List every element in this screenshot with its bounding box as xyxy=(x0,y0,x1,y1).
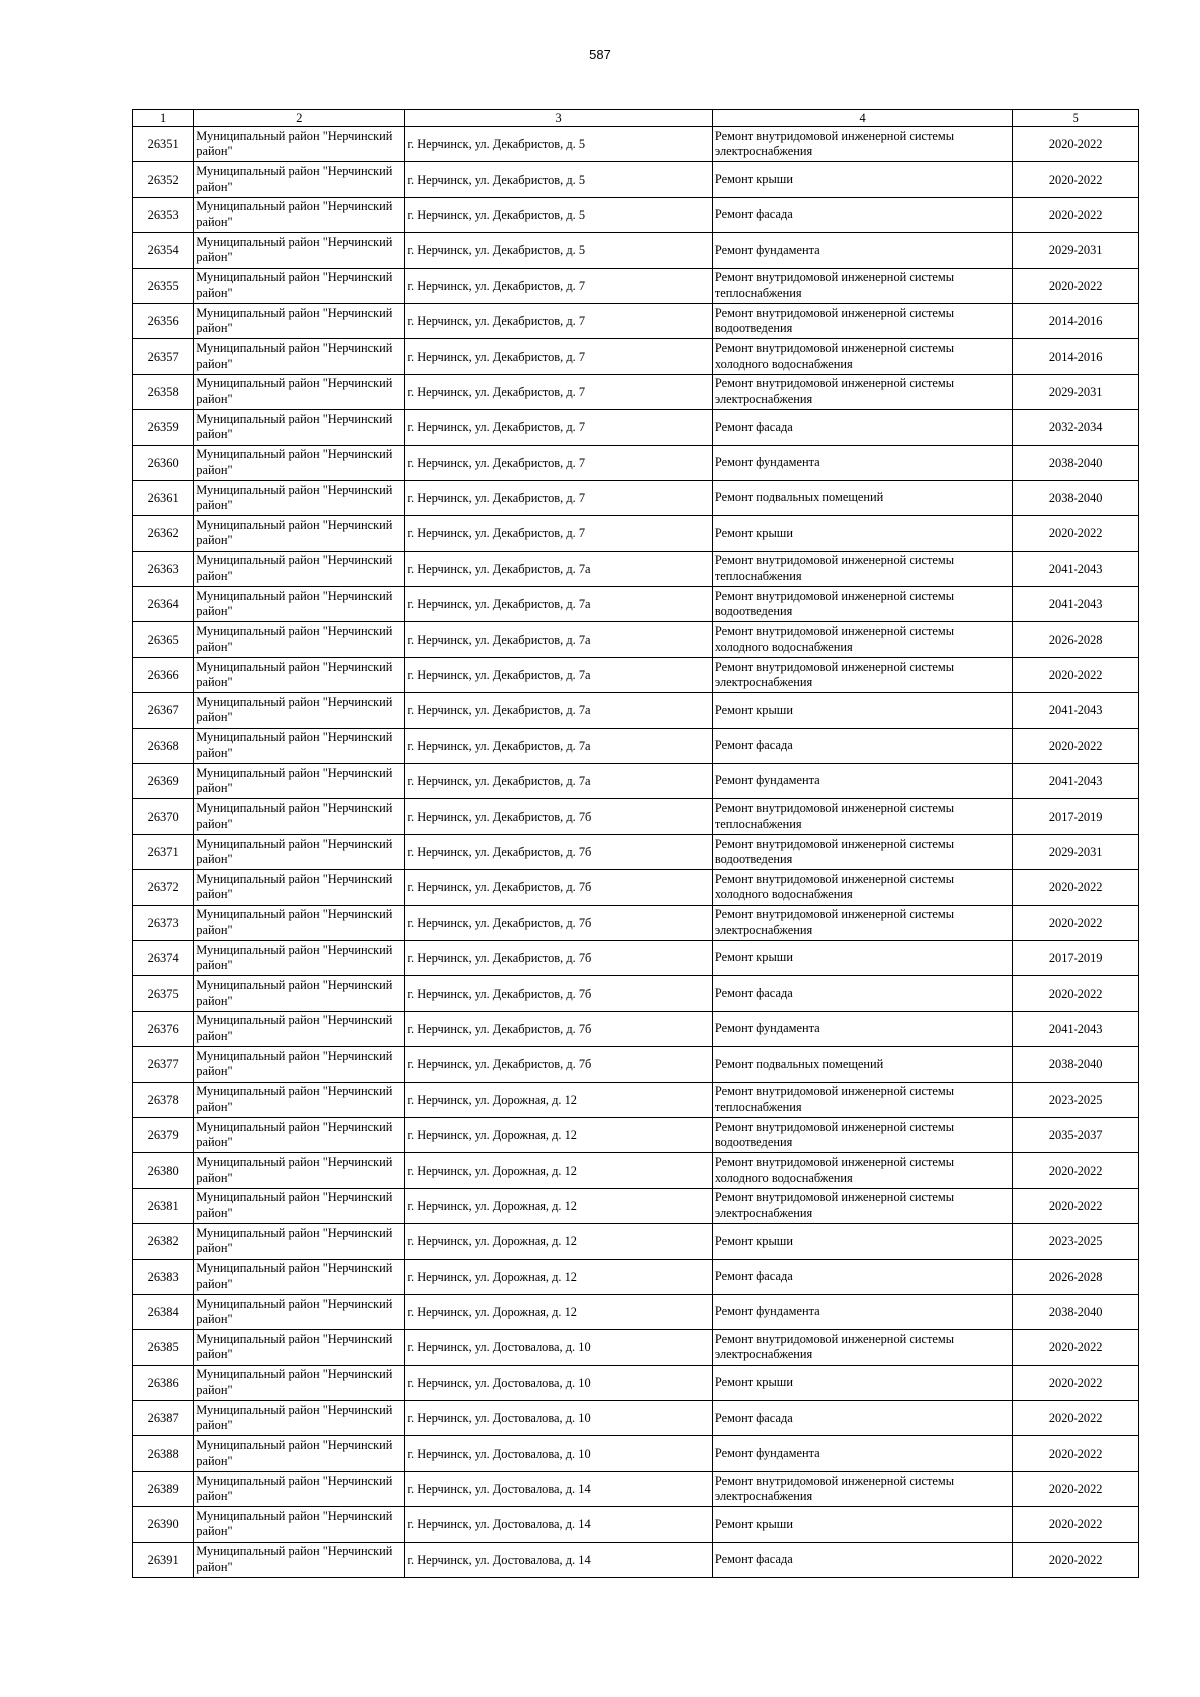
row-number-cell: 26352 xyxy=(133,162,194,197)
work-type-cell: Ремонт внутридомовой инженерной системы водоотведения xyxy=(712,303,1012,338)
address-cell: г. Нерчинск, ул. Достовалова, д. 10 xyxy=(405,1401,713,1436)
period-cell: 2020-2022 xyxy=(1013,127,1139,162)
work-type-cell: Ремонт внутридомовой инженерной системы холодного водоснабжения xyxy=(712,870,1012,905)
address-cell: г. Нерчинск, ул. Декабристов, д. 7а xyxy=(405,728,713,763)
table-row xyxy=(133,1471,1139,1506)
work-type-cell: Ремонт фундамента xyxy=(712,1011,1012,1046)
work-type-cell: Ремонт фасада xyxy=(712,1542,1012,1577)
work-type-cell: Ремонт внутридомовой инженерной системы холодного водоснабжения xyxy=(712,622,1012,657)
period-cell: 2023-2025 xyxy=(1013,1082,1139,1117)
address-cell: г. Нерчинск, ул. Декабристов, д. 7б xyxy=(405,940,713,975)
district-cell: Муниципальный район "Нерчинский район" xyxy=(194,870,405,905)
period-cell: 2041-2043 xyxy=(1013,1011,1139,1046)
district-cell: Муниципальный район "Нерчинский район" xyxy=(194,1294,405,1329)
work-type-cell: Ремонт фасада xyxy=(712,976,1012,1011)
district-cell: Муниципальный район "Нерчинский район" xyxy=(194,905,405,940)
period-cell: 2020-2022 xyxy=(1013,1436,1139,1471)
row-number-cell: 26358 xyxy=(133,374,194,409)
row-number-cell: 26388 xyxy=(133,1436,194,1471)
work-type-cell: Ремонт внутридомовой инженерной системы электроснабжения xyxy=(712,1471,1012,1506)
district-cell: Муниципальный район "Нерчинский район" xyxy=(194,693,405,728)
district-cell: Муниципальный район "Нерчинский район" xyxy=(194,1047,405,1082)
district-cell: Муниципальный район "Нерчинский район" xyxy=(194,410,405,445)
work-type-cell: Ремонт крыши xyxy=(712,516,1012,551)
address-cell: г. Нерчинск, ул. Декабристов, д. 7а xyxy=(405,657,713,692)
row-number-cell: 26373 xyxy=(133,905,194,940)
column-header: 1 xyxy=(133,110,194,127)
work-type-cell: Ремонт внутридомовой инженерной системы электроснабжения xyxy=(712,374,1012,409)
period-cell: 2041-2043 xyxy=(1013,551,1139,586)
address-cell: г. Нерчинск, ул. Декабристов, д. 5 xyxy=(405,233,713,268)
address-cell: г. Нерчинск, ул. Декабристов, д. 7б xyxy=(405,1047,713,1082)
period-cell: 2026-2028 xyxy=(1013,622,1139,657)
table-row xyxy=(133,480,1139,515)
work-type-cell: Ремонт фундамента xyxy=(712,1436,1012,1471)
address-cell: г. Нерчинск, ул. Достовалова, д. 10 xyxy=(405,1436,713,1471)
table-row xyxy=(133,1436,1139,1471)
row-number-cell: 26384 xyxy=(133,1294,194,1329)
row-number-cell: 26368 xyxy=(133,728,194,763)
work-type-cell: Ремонт внутридомовой инженерной системы электроснабжения xyxy=(712,1330,1012,1365)
district-cell: Муниципальный район "Нерчинский район" xyxy=(194,657,405,692)
address-cell: г. Нерчинск, ул. Декабристов, д. 5 xyxy=(405,197,713,232)
address-cell: г. Нерчинск, ул. Декабристов, д. 5 xyxy=(405,127,713,162)
period-cell: 2029-2031 xyxy=(1013,374,1139,409)
district-cell: Муниципальный район "Нерчинский район" xyxy=(194,374,405,409)
column-header: 3 xyxy=(405,110,713,127)
work-type-cell: Ремонт фундамента xyxy=(712,1294,1012,1329)
district-cell: Муниципальный район "Нерчинский район" xyxy=(194,551,405,586)
row-number-cell: 26387 xyxy=(133,1401,194,1436)
period-cell: 2020-2022 xyxy=(1013,905,1139,940)
work-type-cell: Ремонт внутридомовой инженерной системы теплоснабжения xyxy=(712,799,1012,834)
period-cell: 2023-2025 xyxy=(1013,1224,1139,1259)
address-cell: г. Нерчинск, ул. Декабристов, д. 7а xyxy=(405,764,713,799)
period-cell: 2020-2022 xyxy=(1013,657,1139,692)
table-row xyxy=(133,657,1139,692)
period-cell: 2014-2016 xyxy=(1013,339,1139,374)
address-cell: г. Нерчинск, ул. Декабристов, д. 7а xyxy=(405,693,713,728)
district-cell: Муниципальный район "Нерчинский район" xyxy=(194,728,405,763)
work-type-cell: Ремонт внутридомовой инженерной системы водоотведения xyxy=(712,587,1012,622)
address-cell: г. Нерчинск, ул. Декабристов, д. 7а xyxy=(405,551,713,586)
table-row xyxy=(133,410,1139,445)
table-row xyxy=(133,268,1139,303)
period-cell: 2020-2022 xyxy=(1013,1188,1139,1223)
work-type-cell: Ремонт подвальных помещений xyxy=(712,1047,1012,1082)
period-cell: 2020-2022 xyxy=(1013,197,1139,232)
district-cell: Муниципальный район "Нерчинский район" xyxy=(194,799,405,834)
work-type-cell: Ремонт внутридомовой инженерной системы водоотведения xyxy=(712,1117,1012,1152)
row-number-cell: 26367 xyxy=(133,693,194,728)
work-type-cell: Ремонт фасада xyxy=(712,1401,1012,1436)
table-row xyxy=(133,693,1139,728)
table-row xyxy=(133,374,1139,409)
period-cell: 2038-2040 xyxy=(1013,480,1139,515)
work-type-cell: Ремонт крыши xyxy=(712,1507,1012,1542)
table-row xyxy=(133,516,1139,551)
period-cell: 2020-2022 xyxy=(1013,1365,1139,1400)
table-row xyxy=(133,905,1139,940)
period-cell: 2020-2022 xyxy=(1013,1542,1139,1577)
district-cell: Муниципальный район "Нерчинский район" xyxy=(194,1330,405,1365)
work-type-cell: Ремонт внутридомовой инженерной системы водоотведения xyxy=(712,834,1012,869)
work-type-cell: Ремонт внутридомовой инженерной системы электроснабжения xyxy=(712,1188,1012,1223)
district-cell: Муниципальный район "Нерчинский район" xyxy=(194,976,405,1011)
table-row xyxy=(133,1153,1139,1188)
district-cell: Муниципальный район "Нерчинский район" xyxy=(194,940,405,975)
district-cell: Муниципальный район "Нерчинский район" xyxy=(194,1082,405,1117)
address-cell: г. Нерчинск, ул. Дорожная, д. 12 xyxy=(405,1259,713,1294)
row-number-cell: 26360 xyxy=(133,445,194,480)
address-cell: г. Нерчинск, ул. Достовалова, д. 10 xyxy=(405,1330,713,1365)
table-row xyxy=(133,940,1139,975)
work-type-cell: Ремонт фасада xyxy=(712,1259,1012,1294)
address-cell: г. Нерчинск, ул. Декабристов, д. 7 xyxy=(405,268,713,303)
period-cell: 2029-2031 xyxy=(1013,233,1139,268)
column-header: 5 xyxy=(1013,110,1139,127)
address-cell: г. Нерчинск, ул. Декабристов, д. 7б xyxy=(405,976,713,1011)
row-number-cell: 26353 xyxy=(133,197,194,232)
work-type-cell: Ремонт внутридомовой инженерной системы электроснабжения xyxy=(712,127,1012,162)
district-cell: Муниципальный район "Нерчинский район" xyxy=(194,1365,405,1400)
district-cell: Муниципальный район "Нерчинский район" xyxy=(194,1401,405,1436)
page-number: 587 xyxy=(589,47,611,62)
table-row xyxy=(133,870,1139,905)
district-cell: Муниципальный район "Нерчинский район" xyxy=(194,1117,405,1152)
table-row xyxy=(133,799,1139,834)
row-number-cell: 26381 xyxy=(133,1188,194,1223)
address-cell: г. Нерчинск, ул. Дорожная, д. 12 xyxy=(405,1294,713,1329)
period-cell: 2020-2022 xyxy=(1013,1507,1139,1542)
district-cell: Муниципальный район "Нерчинский район" xyxy=(194,764,405,799)
row-number-cell: 26378 xyxy=(133,1082,194,1117)
district-cell: Муниципальный район "Нерчинский район" xyxy=(194,303,405,338)
district-cell: Муниципальный район "Нерчинский район" xyxy=(194,233,405,268)
address-cell: г. Нерчинск, ул. Декабристов, д. 7 xyxy=(405,339,713,374)
table-row xyxy=(133,1294,1139,1329)
row-number-cell: 26369 xyxy=(133,764,194,799)
district-cell: Муниципальный район "Нерчинский район" xyxy=(194,1011,405,1046)
table-row xyxy=(133,162,1139,197)
address-cell: г. Нерчинск, ул. Декабристов, д. 7 xyxy=(405,374,713,409)
table-row xyxy=(133,1047,1139,1082)
district-cell: Муниципальный район "Нерчинский район" xyxy=(194,339,405,374)
row-number-cell: 26391 xyxy=(133,1542,194,1577)
row-number-cell: 26357 xyxy=(133,339,194,374)
district-cell: Муниципальный район "Нерчинский район" xyxy=(194,268,405,303)
period-cell: 2020-2022 xyxy=(1013,162,1139,197)
repair-schedule-table xyxy=(132,109,1139,1578)
address-cell: г. Нерчинск, ул. Достовалова, д. 14 xyxy=(405,1471,713,1506)
address-cell: г. Нерчинск, ул. Декабристов, д. 7б xyxy=(405,799,713,834)
period-cell: 2017-2019 xyxy=(1013,940,1139,975)
district-cell: Муниципальный район "Нерчинский район" xyxy=(194,1471,405,1506)
work-type-cell: Ремонт фасада xyxy=(712,728,1012,763)
row-number-cell: 26385 xyxy=(133,1330,194,1365)
work-type-cell: Ремонт фасада xyxy=(712,410,1012,445)
district-cell: Муниципальный район "Нерчинский район" xyxy=(194,445,405,480)
table-row xyxy=(133,622,1139,657)
table-row xyxy=(133,1542,1139,1577)
address-cell: г. Нерчинск, ул. Декабристов, д. 7 xyxy=(405,410,713,445)
row-number-cell: 26382 xyxy=(133,1224,194,1259)
address-cell: г. Нерчинск, ул. Декабристов, д. 7б xyxy=(405,905,713,940)
work-type-cell: Ремонт подвальных помещений xyxy=(712,480,1012,515)
row-number-cell: 26374 xyxy=(133,940,194,975)
period-cell: 2041-2043 xyxy=(1013,587,1139,622)
row-number-cell: 26376 xyxy=(133,1011,194,1046)
period-cell: 2041-2043 xyxy=(1013,764,1139,799)
address-cell: г. Нерчинск, ул. Дорожная, д. 12 xyxy=(405,1224,713,1259)
table-row xyxy=(133,587,1139,622)
district-cell: Муниципальный район "Нерчинский район" xyxy=(194,1224,405,1259)
district-cell: Муниципальный район "Нерчинский район" xyxy=(194,1436,405,1471)
row-number-cell: 26351 xyxy=(133,127,194,162)
row-number-cell: 26379 xyxy=(133,1117,194,1152)
period-cell: 2032-2034 xyxy=(1013,410,1139,445)
work-type-cell: Ремонт внутридомовой инженерной системы холодного водоснабжения xyxy=(712,339,1012,374)
district-cell: Муниципальный район "Нерчинский район" xyxy=(194,516,405,551)
district-cell: Муниципальный район "Нерчинский район" xyxy=(194,622,405,657)
row-number-cell: 26386 xyxy=(133,1365,194,1400)
period-cell: 2035-2037 xyxy=(1013,1117,1139,1152)
work-type-cell: Ремонт крыши xyxy=(712,693,1012,728)
address-cell: г. Нерчинск, ул. Дорожная, д. 12 xyxy=(405,1117,713,1152)
table-row xyxy=(133,1365,1139,1400)
address-cell: г. Нерчинск, ул. Достовалова, д. 14 xyxy=(405,1542,713,1577)
period-cell: 2038-2040 xyxy=(1013,1047,1139,1082)
row-number-cell: 26355 xyxy=(133,268,194,303)
row-number-cell: 26366 xyxy=(133,657,194,692)
district-cell: Муниципальный район "Нерчинский район" xyxy=(194,587,405,622)
district-cell: Муниципальный район "Нерчинский район" xyxy=(194,1542,405,1577)
table-row xyxy=(133,233,1139,268)
table-row xyxy=(133,339,1139,374)
table-row xyxy=(133,303,1139,338)
address-cell: г. Нерчинск, ул. Декабристов, д. 5 xyxy=(405,162,713,197)
column-header: 2 xyxy=(194,110,405,127)
address-cell: г. Нерчинск, ул. Дорожная, д. 12 xyxy=(405,1188,713,1223)
period-cell: 2020-2022 xyxy=(1013,870,1139,905)
row-number-cell: 26380 xyxy=(133,1153,194,1188)
district-cell: Муниципальный район "Нерчинский район" xyxy=(194,834,405,869)
work-type-cell: Ремонт внутридомовой инженерной системы электроснабжения xyxy=(712,657,1012,692)
work-type-cell: Ремонт крыши xyxy=(712,1365,1012,1400)
address-cell: г. Нерчинск, ул. Декабристов, д. 7 xyxy=(405,516,713,551)
period-cell: 2020-2022 xyxy=(1013,1153,1139,1188)
period-cell: 2020-2022 xyxy=(1013,1471,1139,1506)
address-cell: г. Нерчинск, ул. Декабристов, д. 7а xyxy=(405,587,713,622)
table-row xyxy=(133,1082,1139,1117)
address-cell: г. Нерчинск, ул. Достовалова, д. 14 xyxy=(405,1507,713,1542)
district-cell: Муниципальный район "Нерчинский район" xyxy=(194,197,405,232)
table-row xyxy=(133,764,1139,799)
table-row xyxy=(133,728,1139,763)
work-type-cell: Ремонт фасада xyxy=(712,197,1012,232)
row-number-cell: 26383 xyxy=(133,1259,194,1294)
table-row xyxy=(133,551,1139,586)
row-number-cell: 26365 xyxy=(133,622,194,657)
address-cell: г. Нерчинск, ул. Декабристов, д. 7б xyxy=(405,1011,713,1046)
table-row xyxy=(133,127,1139,162)
row-number-cell: 26359 xyxy=(133,410,194,445)
district-cell: Муниципальный район "Нерчинский район" xyxy=(194,1259,405,1294)
work-type-cell: Ремонт внутридомовой инженерной системы теплоснабжения xyxy=(712,1082,1012,1117)
work-type-cell: Ремонт внутридомовой инженерной системы холодного водоснабжения xyxy=(712,1153,1012,1188)
table-row xyxy=(133,197,1139,232)
work-type-cell: Ремонт крыши xyxy=(712,162,1012,197)
work-type-cell: Ремонт фундамента xyxy=(712,233,1012,268)
district-cell: Муниципальный район "Нерчинский район" xyxy=(194,127,405,162)
period-cell: 2020-2022 xyxy=(1013,516,1139,551)
table-row xyxy=(133,1259,1139,1294)
period-cell: 2020-2022 xyxy=(1013,268,1139,303)
header-row xyxy=(133,110,1139,127)
address-cell: г. Нерчинск, ул. Достовалова, д. 10 xyxy=(405,1365,713,1400)
table-row xyxy=(133,976,1139,1011)
row-number-cell: 26389 xyxy=(133,1471,194,1506)
address-cell: г. Нерчинск, ул. Декабристов, д. 7 xyxy=(405,303,713,338)
district-cell: Муниципальный район "Нерчинский район" xyxy=(194,162,405,197)
period-cell: 2020-2022 xyxy=(1013,976,1139,1011)
period-cell: 2017-2019 xyxy=(1013,799,1139,834)
row-number-cell: 26377 xyxy=(133,1047,194,1082)
district-cell: Муниципальный район "Нерчинский район" xyxy=(194,1507,405,1542)
address-cell: г. Нерчинск, ул. Декабристов, д. 7а xyxy=(405,622,713,657)
work-type-cell: Ремонт внутридомовой инженерной системы теплоснабжения xyxy=(712,551,1012,586)
table-row xyxy=(133,1507,1139,1542)
address-cell: г. Нерчинск, ул. Декабристов, д. 7 xyxy=(405,445,713,480)
period-cell: 2041-2043 xyxy=(1013,693,1139,728)
work-type-cell: Ремонт внутридомовой инженерной системы теплоснабжения xyxy=(712,268,1012,303)
district-cell: Муниципальный район "Нерчинский район" xyxy=(194,1188,405,1223)
row-number-cell: 26354 xyxy=(133,233,194,268)
district-cell: Муниципальный район "Нерчинский район" xyxy=(194,1153,405,1188)
table-header xyxy=(133,110,1139,127)
table-body xyxy=(133,127,1139,1578)
row-number-cell: 26375 xyxy=(133,976,194,1011)
table-row xyxy=(133,1117,1139,1152)
row-number-cell: 26361 xyxy=(133,480,194,515)
work-type-cell: Ремонт крыши xyxy=(712,940,1012,975)
period-cell: 2038-2040 xyxy=(1013,1294,1139,1329)
period-cell: 2020-2022 xyxy=(1013,1330,1139,1365)
address-cell: г. Нерчинск, ул. Декабристов, д. 7б xyxy=(405,834,713,869)
table-row xyxy=(133,834,1139,869)
address-cell: г. Нерчинск, ул. Дорожная, д. 12 xyxy=(405,1153,713,1188)
period-cell: 2038-2040 xyxy=(1013,445,1139,480)
period-cell: 2020-2022 xyxy=(1013,1401,1139,1436)
row-number-cell: 26363 xyxy=(133,551,194,586)
row-number-cell: 26390 xyxy=(133,1507,194,1542)
row-number-cell: 26371 xyxy=(133,834,194,869)
row-number-cell: 26370 xyxy=(133,799,194,834)
period-cell: 2026-2028 xyxy=(1013,1259,1139,1294)
period-cell: 2029-2031 xyxy=(1013,834,1139,869)
work-type-cell: Ремонт крыши xyxy=(712,1224,1012,1259)
address-cell: г. Нерчинск, ул. Декабристов, д. 7 xyxy=(405,480,713,515)
work-type-cell: Ремонт фундамента xyxy=(712,764,1012,799)
row-number-cell: 26362 xyxy=(133,516,194,551)
table-row xyxy=(133,445,1139,480)
table-row xyxy=(133,1401,1139,1436)
table-row xyxy=(133,1011,1139,1046)
table-row xyxy=(133,1224,1139,1259)
district-cell: Муниципальный район "Нерчинский район" xyxy=(194,480,405,515)
row-number-cell: 26356 xyxy=(133,303,194,338)
work-type-cell: Ремонт внутридомовой инженерной системы электроснабжения xyxy=(712,905,1012,940)
column-header: 4 xyxy=(712,110,1012,127)
period-cell: 2014-2016 xyxy=(1013,303,1139,338)
table-row xyxy=(133,1330,1139,1365)
table-row xyxy=(133,1188,1139,1223)
work-type-cell: Ремонт фундамента xyxy=(712,445,1012,480)
address-cell: г. Нерчинск, ул. Декабристов, д. 7б xyxy=(405,870,713,905)
row-number-cell: 26372 xyxy=(133,870,194,905)
row-number-cell: 26364 xyxy=(133,587,194,622)
period-cell: 2020-2022 xyxy=(1013,728,1139,763)
address-cell: г. Нерчинск, ул. Дорожная, д. 12 xyxy=(405,1082,713,1117)
